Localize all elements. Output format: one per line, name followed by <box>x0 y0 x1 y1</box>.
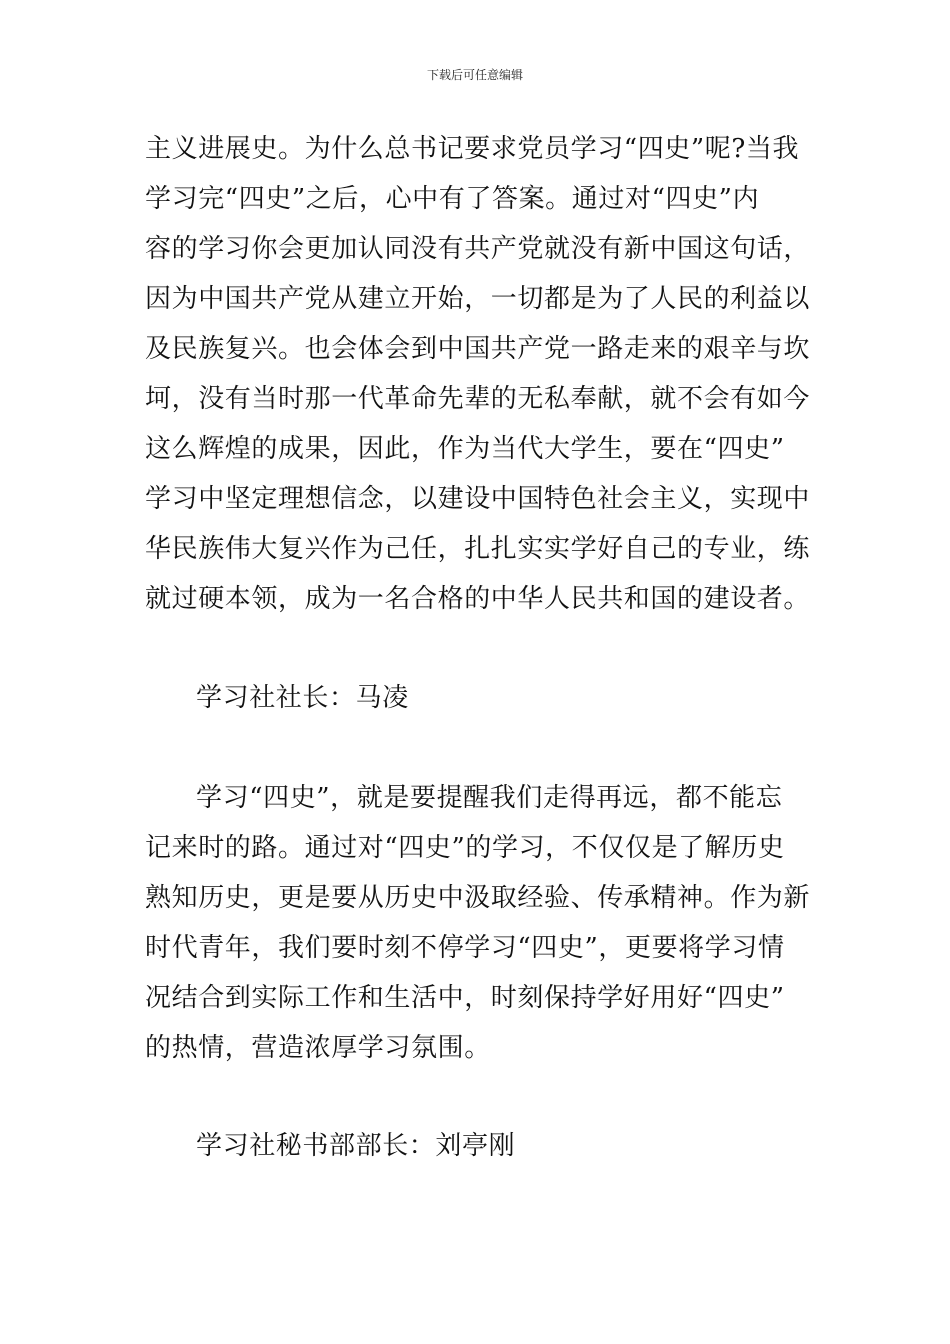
paragraph-line: 记来时的路。通过对“四史”的学习，不仅仅是了解历史 <box>145 833 785 863</box>
speaker-title: 学习社秘书部部长：刘亭刚 <box>196 1131 516 1161</box>
paragraph-line: 就过硬本领，成为一名合格的中华人民共和国的建设者。 <box>145 584 811 614</box>
paragraph-line: 华民族伟大复兴作为己任，扎扎实实学好自己的专业，练 <box>145 534 811 564</box>
paragraph-line: 的热情，营造浓厚学习氛围。 <box>145 1033 491 1063</box>
header-note: 下载后可任意编辑 <box>426 68 523 82</box>
paragraph-line: 学习“四史”，就是要提醒我们走得再远，都不能忘 <box>196 783 783 813</box>
paragraph-line: 容的学习你会更加认同没有共产党就没有新中国这句话， <box>145 234 811 264</box>
paragraph-line: 坷，没有当时那一代革命先辈的无私奉献，就不会有如今 <box>145 384 811 414</box>
paragraph-line: 况结合到实际工作和生活中，时刻保持学好用好“四史” <box>145 983 785 1013</box>
paragraph-line: 因为中国共产党从建立开始，一切都是为了人民的利益以 <box>145 284 811 314</box>
paragraph-line: 学习完“四史”之后，心中有了答案。通过对“四史”内 <box>145 184 760 214</box>
paragraph-line: 学习中坚定理想信念，以建设中国特色社会主义，实现中 <box>145 484 811 514</box>
paragraph-line: 这么辉煌的成果，因此，作为当代大学生，要在“四史” <box>145 434 785 464</box>
paragraph-line: 及民族复兴。也会体会到中国共产党一路走来的艰辛与坎 <box>145 334 811 364</box>
paragraph-line: 熟知历史，更是要从历史中汲取经验、传承精神。作为新 <box>145 883 811 913</box>
speaker-title: 学习社社长：马凌 <box>196 683 409 713</box>
paragraph-line: 主义进展史。为什么总书记要求党员学习“四史”呢?当我 <box>145 134 800 164</box>
paragraph-line: 时代青年，我们要时刻不停学习“四史”，更要将学习情 <box>145 933 785 963</box>
